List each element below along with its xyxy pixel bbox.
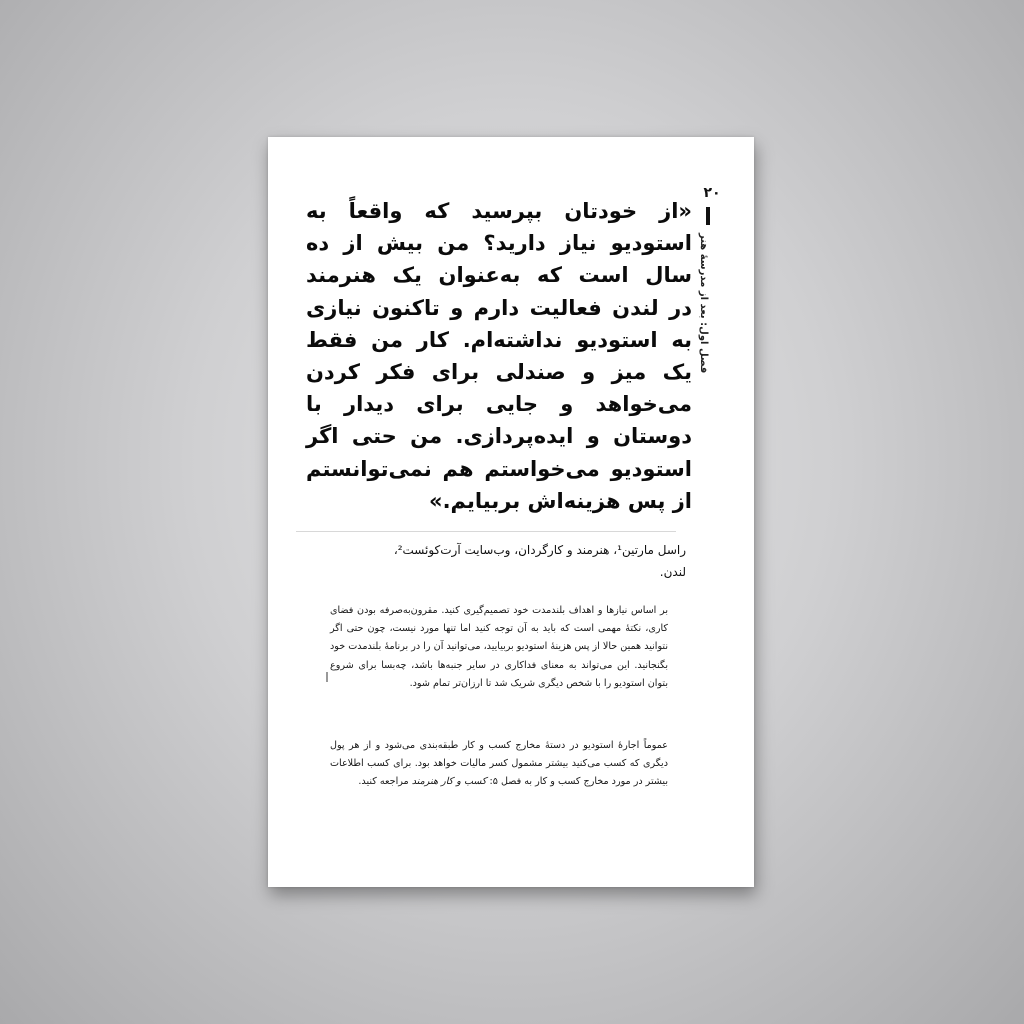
paragraph-text: عموماً اجارهٔ استودیو در دستهٔ مخارج کسب و کار طبقه‌بندی می‌شود و از هر پول دیگری که کسب می‌کنید بیشتر مشمول کسر مالیات خواهد بود. برای کسب اطلاعات بیشتر در مورد مخارج کسب و کار به فصل ۵: — [330, 740, 668, 788]
quote-line: به استودیو نداشته‌ام. کار من فقط — [306, 327, 692, 352]
body-paragraph — [330, 737, 668, 792]
pull-quote — [306, 195, 692, 517]
book-page — [268, 137, 754, 887]
page-marker-bar — [706, 207, 710, 225]
quote-line: استودیو می‌خواستم هم نمی‌توانستم — [306, 456, 692, 481]
quote-line: از پس هزینه‌اش بربیایم.» — [429, 488, 692, 513]
quote-line: می‌خواهد و جایی برای دیدار با — [306, 392, 692, 417]
chapter-reference: کسب و کار هنرمند — [411, 776, 487, 788]
attribution-line: لندن. — [659, 565, 686, 579]
quote-line: در لندن فعالیت دارم و تاکنون نیازی — [306, 295, 692, 320]
paragraph-text: مراجعه کنید. — [358, 776, 412, 788]
quote-attribution — [308, 539, 686, 583]
page-number: ۲۰ — [703, 185, 721, 201]
quote-line: دوستان و ایده‌پردازی. من حتی اگر — [306, 424, 692, 449]
body-paragraph: بر اساس نیازها و اهداف بلندمدت خود تصمیم‌گیری کنید. مقرون‌به‌صرفه بودن فضای کاری، نکتهٔ مهمی است که باید به آن توجه کنید اما تنها مورد نیست، چون حتی اگر نتوانید همین حالا از پس هزینهٔ استودیو بربیایید، می‌توانید آن را در برنامهٔ بلندمدت خود بگنجانید. این می‌تواند به معنای فداکاری در سایر جنبه‌ها باشد، چه‌بسا برای شروع بتوان استودیو را با شخص دیگری شریک شد تا ارزان‌تر تمام شود. — [330, 605, 668, 689]
page-margin-header — [696, 185, 728, 445]
margin-tick — [326, 672, 328, 682]
divider-line — [296, 531, 676, 532]
chapter-running-header: فصل اول: بعد از مدرسهٔ هنر — [698, 233, 709, 374]
quote-line: سال است که به‌عنوان یک هنرمند — [306, 263, 692, 288]
quote-line: «از خودتان بپرسید که واقعاً به — [306, 199, 692, 223]
quote-line: یک میز و صندلی برای فکر کردن — [306, 360, 692, 385]
attribution-line: راسل مارتین¹، هنرمند و کارگردان، وب‌سایت آرت‌کوئست²، — [393, 543, 686, 557]
quote-line: استودیو نیاز دارید؟ من بیش از ده — [306, 231, 692, 256]
